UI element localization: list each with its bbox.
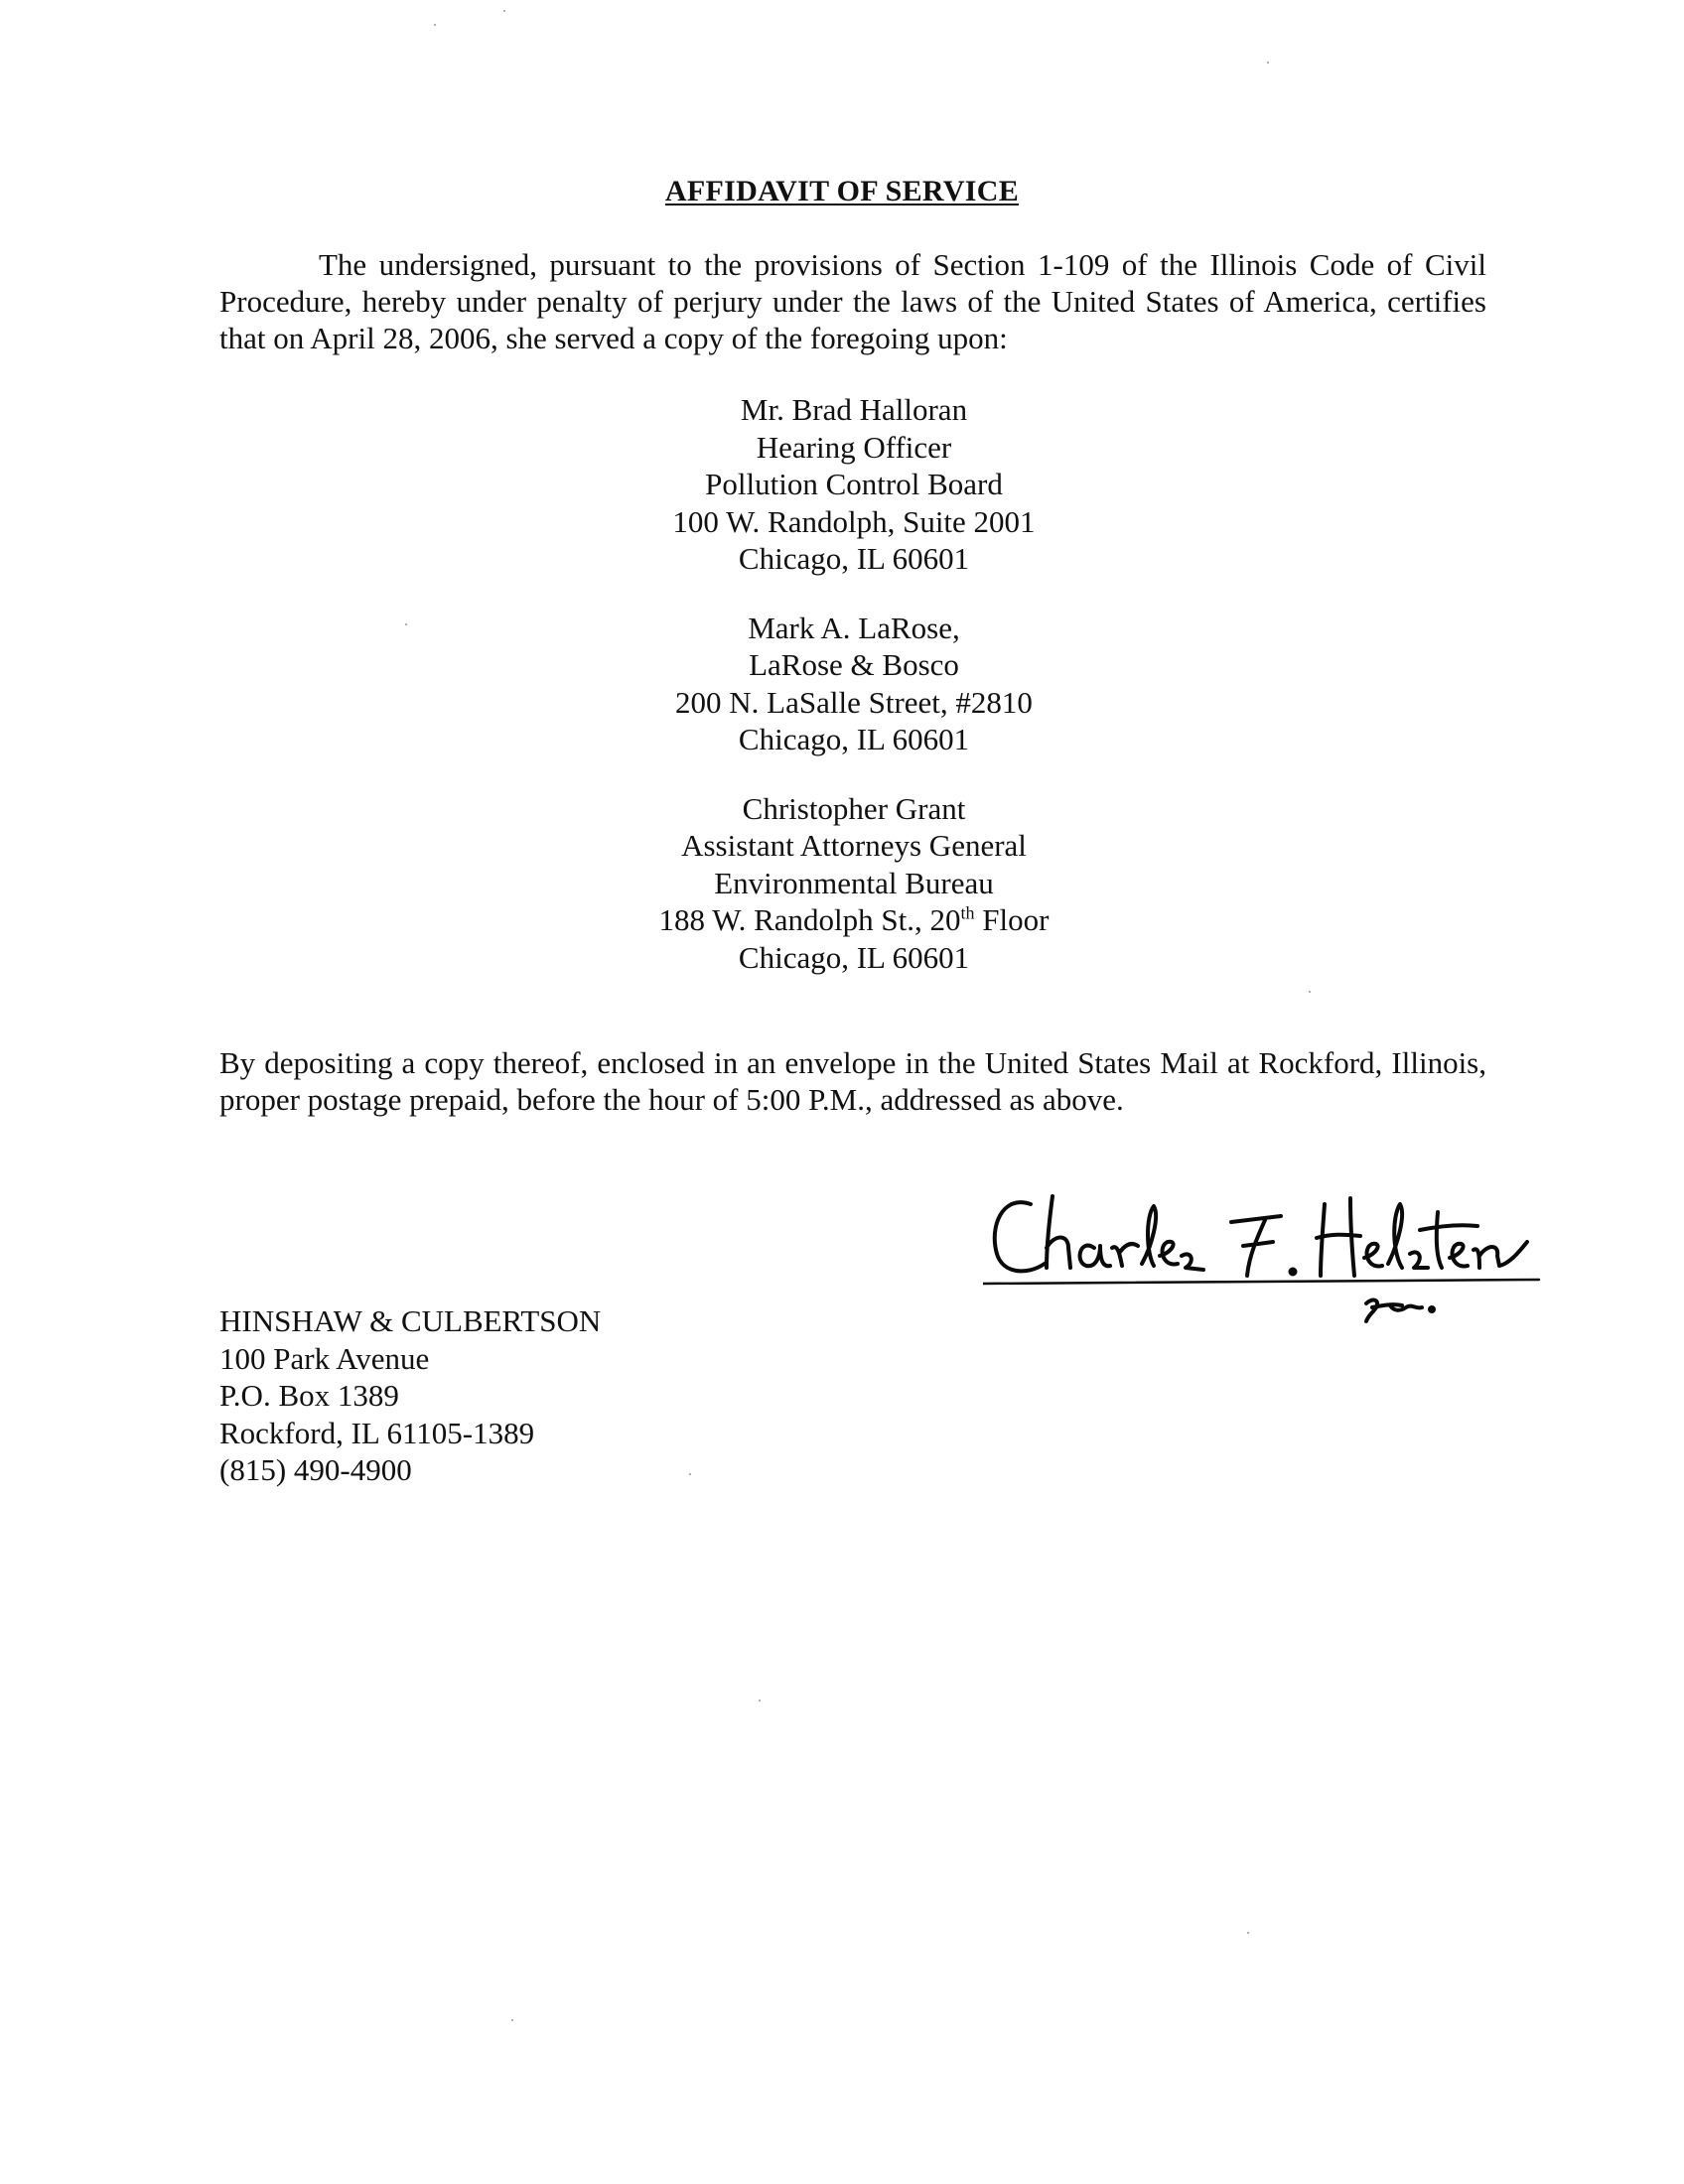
scan-speck: [405, 623, 407, 625]
scan-speck: [759, 1700, 761, 1702]
firm-address-line: P.O. Box 1389: [219, 1378, 399, 1413]
recipient-line: 200 N. LaSalle Street, #2810: [675, 684, 1033, 720]
recipient-block-halloran: [556, 391, 1152, 578]
intro-paragraph: The undersigned, pursuant to the provisions of Section 1-109 of the Illinois Code of Civil Procedure, hereby under penalty of perjury under the laws of the United States of America, certifies that on April 28, 2006, she served a copy of the foregoing upon:: [219, 247, 1486, 355]
firm-phone: (815) 490-4900: [219, 1452, 412, 1487]
scan-speck: [1309, 991, 1311, 993]
recipient-line: Mark A. LaRose,: [748, 610, 960, 645]
recipient-block-larose: [556, 610, 1152, 758]
floor-line-floor: Floor: [974, 902, 1050, 937]
scan-speck: [1267, 62, 1269, 64]
scan-speck: [689, 1473, 691, 1475]
recipient-line: 100 W. Randolph, Suite 2001: [672, 503, 1036, 539]
recipient-line: Christopher Grant: [742, 790, 966, 826]
recipient-line: Environmental Bureau: [714, 865, 994, 900]
handwritten-signature: [983, 1176, 1559, 1335]
recipient-line: LaRose & Bosco: [749, 647, 959, 682]
scan-speck: [511, 2019, 513, 2021]
floor-line-street: 188 W. Randolph St., 20: [658, 902, 961, 937]
scan-speck: [503, 10, 505, 12]
firm-address-line: Rockford, IL 61105-1389: [219, 1415, 535, 1450]
recipient-line: Assistant Attorneys General: [681, 828, 1027, 863]
recipient-list: [556, 391, 1152, 1008]
closing-paragraph: By depositing a copy thereof, enclosed in an envelope in the United States Mail at Rockford, Illinois, proper postage prepaid, before the hour of 5:00 P.M., addressed as above.: [219, 1045, 1486, 1117]
recipient-line: Pollution Control Board: [705, 467, 1003, 501]
recipient-line: Hearing Officer: [756, 429, 952, 465]
recipient-address-floor-line: [556, 901, 1152, 939]
recipient-line: Chicago, IL 60601: [738, 939, 970, 975]
floor-line-ordinal: th: [960, 902, 975, 923]
scan-speck: [434, 24, 436, 26]
firm-address-block: [219, 1302, 815, 1489]
recipient-block-grant: [556, 790, 1152, 977]
recipient-line: Chicago, IL 60601: [738, 541, 970, 576]
firm-address-line: 100 Park Avenue: [219, 1340, 430, 1376]
recipient-line: Chicago, IL 60601: [738, 722, 970, 756]
firm-name: HINSHAW & CULBERTSON: [219, 1303, 602, 1338]
scan-speck: [1247, 1932, 1249, 1934]
recipient-line: Mr. Brad Halloran: [740, 392, 968, 427]
document-title: AFFIDAVIT OF SERVICE: [664, 175, 1020, 207]
